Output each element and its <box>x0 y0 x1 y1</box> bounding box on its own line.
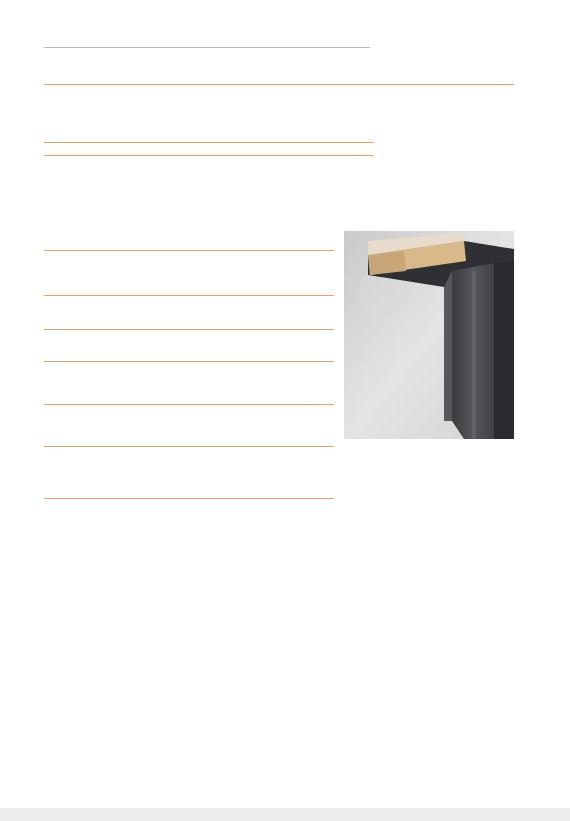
standard-divider <box>44 329 334 330</box>
title-underline <box>44 47 370 48</box>
standard-divider <box>44 250 334 251</box>
door-frame-illustration <box>344 231 514 439</box>
door-frame-image <box>344 231 514 439</box>
zastosowanie-top-divider <box>44 142 374 143</box>
zastosowanie-divider <box>44 155 374 156</box>
standard-divider <box>44 404 334 405</box>
konstrukcja-divider <box>44 84 514 85</box>
standard-divider <box>44 361 334 362</box>
standard-divider <box>44 446 334 447</box>
standard-divider <box>44 295 334 296</box>
standard-divider <box>44 498 334 499</box>
